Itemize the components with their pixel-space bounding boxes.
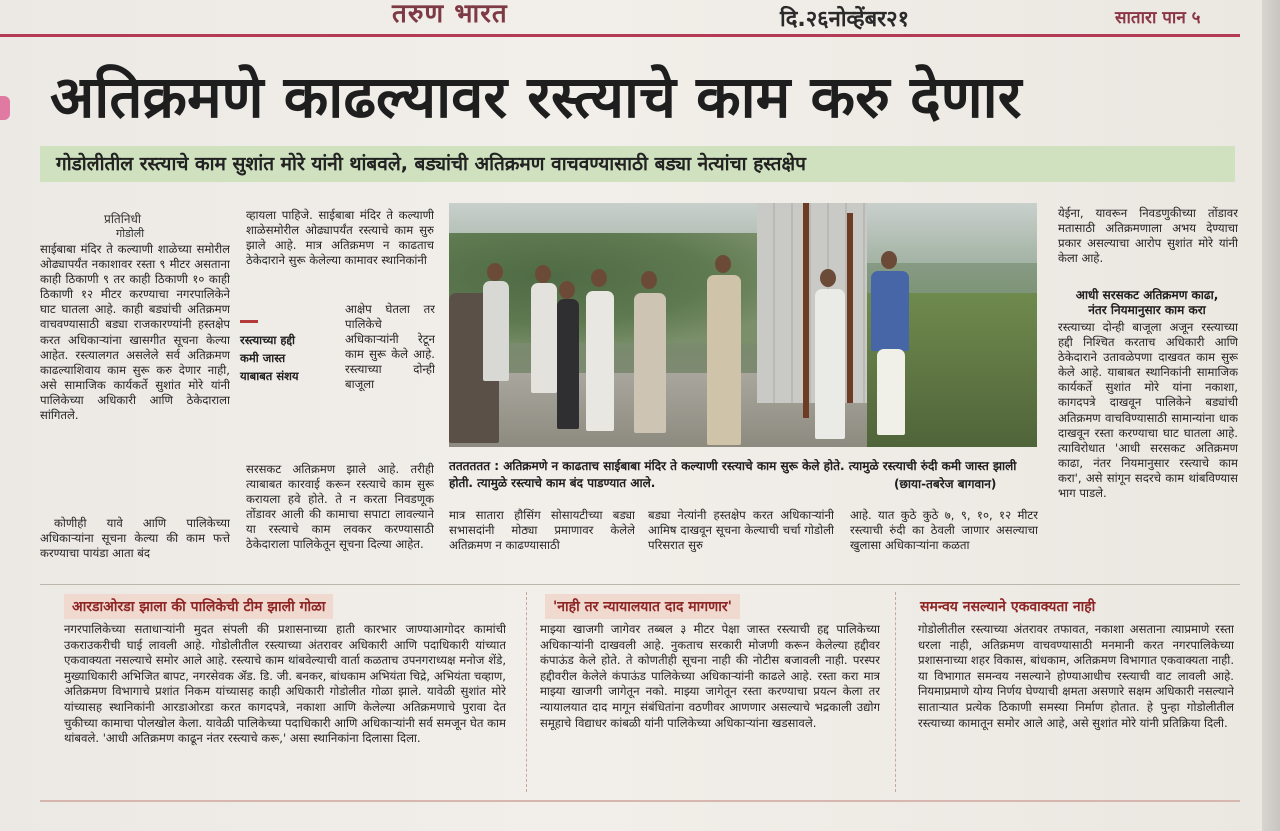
person-head [820,269,836,287]
bottom-rule [40,800,1240,802]
page-number: सातारा पान ५ [1115,8,1201,28]
byline-place: गोडोली [116,227,145,240]
person-head [535,265,551,283]
person-figure [531,283,557,393]
person-figure [586,291,614,431]
masthead [0,0,1262,38]
article-column-2-right: आक्षेप घेतला तर पालिकेचे अधिकाऱ्यांनी रेटून काम सुरू केले आहे. रस्त्याच्या दोन्ही बाजूला [345,302,435,392]
side-subheading [240,320,340,385]
article-column-3: मात्र सातारा हौसिंग सोसायटीच्या बड्या सभासदांनी मोठ्या प्रमाणावर केलेले अतिक्रमण न काढण्यासाठी [449,508,635,553]
column-divider [895,592,896,792]
byline-role: प्रतिनिधी [104,212,142,226]
person-figure [877,349,905,435]
box-text-1: नगरपालिकेच्या सताधाऱ्यांनी मुदत संपली की प्रशासनाच्या हाती कारभार जाण्याआगोदर कामांची उकराउकरीची घाई लावली आहे. गोडोलीतील रस्त्याच्या अंतरावर अधिकारी आणि पदाधिकारी यांच्यात एकवाक्यता नसल्याचे समोर आले आहे. रस्त्याचे काम थांबवेल्याची वार्ता कळताच उपनगराध्यक्ष मनोज शेंडे, मुख्याधिकारी अभिजित बापट, नगरसेवक ॲड. डि. जी. बनकर, बांधकाम अभियंता चिद्रे, अभियंता चव्हाण, अतिक्रमण विभागाचे प्रशांत निकम यांच्यासह काही अधिकारी गोडोलीत गोळा झाले. यावेळी सुशांत मोरे यांच्यासह स्थानिकांनी आरडाओरडा करत कागदपत्रे, नकाशा आणि केलेल्या अतिक्रमणाचे पुरावा देत चुकीच्या कामाचा पोलखोल केला. यावेळी पालिकेच्या पदाधिकारी आणि अधिकाऱ्यांनी सर्व समजून घेत काम थांबवले. 'आधी अतिक्रमण काढून नंतर रस्त्याचे करू,' असा स्थानिकांना दिलासा दिला. [64,622,506,746]
subheading-marker [240,320,258,323]
person-head [881,251,897,269]
article-column-right-bottom: रस्त्याच्या दोन्ही बाजूला अजून रस्त्याच्या हद्दी निश्चित करताच अधिकारी आणि ठेकेदाराने उतावळेपणा दाखवत काम सुरू केले आहे. याबाबत स्थानिकांनी सामाजिक कार्यकर्ते सुशांत मोरे यांना नकाशा, कागदपत्रे दाखवून पालिकेने बड्यांची अतिक्रमण वाचविण्यासाठी सामान्यांना धाक दाखवून रस्ता करण्याचा घाट घातला आहे. त्याविरोधात 'आधी सरसकट अतिक्रमण काढा, नंतर नियमानुसार रस्त्याचे काम करा', असे सांगून सदरचे काम थांबविण्यास भाग पाडले. [1058,320,1238,501]
right-subheading-line2: नंतर नियमानुसार काम करा [1088,303,1206,317]
page-edge-shadow [1262,0,1280,831]
person-head [591,269,607,287]
subheadline-band: गोडोलीतील रस्त्याचे काम सुशांत मोरे यांनी थांबवले, बड्यांची अतिक्रमण वाचवण्यासाठी बड्या नेत्यांचा हस्तक्षेप [40,146,1235,182]
photo-caption: तततततत : अतिक्रमणे न काढताच साईबाबा मंदिर ते कल्याणी रस्त्याचे काम सुरू केले होते. त्यामुळे रस्त्याची रुंदी कमी जास्त झाली होती. त्यामुळे रस्त्याचे काम बंद पाडण्यात आले. [449,459,1017,490]
person-figure [871,271,909,351]
article-column-1-para2: कोणीही यावे आणि पालिकेच्या अधिकाऱ्यांना सूचना केल्या की काम फत्ते करण्याचा पायंडा आता बंद [40,516,230,561]
person-figure [707,275,741,445]
person-head [641,271,657,289]
article-column-2-bottom: सरसकट अतिक्रमण झाले आहे. तरीही त्याबाबत कारवाई करून रस्त्याचे काम सुरू करायला हवे होते. ते न करता निवडणूक तोंडावर आली की कामाचा सपाटा लावल्याने या रस्त्याचे काम लवकर करण्यासाठी ठेकेदाराला पालिकेतून सूचना दिल्या आहेत. [246,462,434,552]
page-edge-marker [0,96,10,120]
column-divider [526,592,527,792]
box-title-2: 'नाही तर न्यायालयात दाद मागणार' [545,594,740,619]
paper-name: तरुण भारत [392,0,508,29]
article-column-4: बड्या नेत्यांनी हस्तक्षेप करत अधिकाऱ्यांनी आमिष दाखवून सूचना केल्याची चर्चा गोडोली परिसरात सुरु [648,508,834,553]
person-head [487,263,503,281]
news-photo [449,203,1037,447]
masthead-rule [0,34,1240,37]
issue-date: दि.२६नोव्हेंबर२१ [780,7,910,32]
box-text-3: गोडोलीतील रस्त्याच्या अंतरावर तफावत, नकाशा असताना त्याप्रमाणे रस्ता धरला नाही, अतिक्रमण वाचवण्यासाठी मनमानी करत नगरपालिकेच्या प्रशासनाच्या शहर विकास, बांधकाम, अतिक्रमण विभागात एकवाक्यता नाही. या विभागात समन्वय नसल्याने होण्याआधीच रस्त्याची वाट लावली आहे. नियमाप्रमाणे योग्य निर्णय घेण्याची क्षमता असणारे सक्षम अधिकारी नसल्याने साताऱ्यात प्रत्येक ठिकाणी समस्या निर्माण होतात. हे पुन्हा गोडोलीतील रस्त्याच्या कामातून समोर आले आहे, असे सुशांत मोरे यांनी प्रतिक्रिया दिली. [918,622,1234,730]
person-figure [557,299,579,429]
side-subheading-line1: रस्त्याच्या हद्दी [240,333,296,347]
section-divider [40,584,1240,585]
right-subheading-line1: आधी सरसकट अतिक्रमण काढा, [1075,288,1219,302]
main-headline: अतिक्रमणे काढल्यावर रस्त्याचे काम करु देणार [50,63,1022,131]
person-figure [483,281,509,381]
photo-credit: (छाया-तबरेज बागवान) [894,477,997,491]
side-subheading-line3: याबाबत संशय [240,369,299,383]
box-title-3: समन्वय नसल्याने एकवाक्यता नाही [920,599,1096,615]
person-head [559,281,575,299]
photo-pole [847,213,853,403]
person-figure [815,289,845,439]
box-title-1: आरडाओरडा झाला की पालिकेची टीम झाली गोळा [64,594,333,619]
article-column-right-top: येईना, यावरून निवडणुकीच्या तोंडावर मतासाठी अतिक्रमणाला अभय देण्याचा प्रकार असल्याचा आरोप सुशांत मोरे यांनी केला आहे. [1058,206,1238,266]
photo-pole [803,203,809,418]
person-head [715,255,731,273]
side-subheading-line2: कमी जास्त [240,351,286,365]
article-column-5: आहे. यात कुठे कुठे ७, ९, १०, १२ मीटर रस्त्याची रुंदी का ठेवली जाणार असल्याचा खुलासा अधिकाऱ्यांना कळता [850,508,1038,553]
article-column-1: साईबाबा मंदिर ते कल्याणी शाळेच्या समोरील ओढ्यापर्यंत नकाशावर रस्ता ९ मीटर असताना काही ठिकाणी ९ तर काही ठिकाणी १० काही ठिकाणी १२ मीटर करण्याचा नगरपालिकेने घाट घातला आहे. काही बड्यांची अतिक्रमण वाचवण्यासाठी बड्या राजकारण्यांनी हस्तक्षेप करत अधिकाऱ्यांना खासगीत सूचना केल्या आहेत. रस्त्यालगत असलेले सर्व अतिक्रमण काढल्याशिवाय काम सुरू करु देणार नाही, असे सामाजिक कार्यकर्ते सुशांत मोरे यांनी पालिकेच्या अधिकारी आणि ठेकेदाराला सांगितले. [40,242,230,423]
person-figure [634,293,666,433]
right-subheading [1072,288,1222,318]
box-text-2: माझ्या खाजगी जागेवर तब्बल ३ मीटर पेक्षा जास्त रस्त्याची हद्द पालिकेच्या अधिकाऱ्यांनी दाखवली आहे. नुकताच सरकारी मोजणी करून केलेल्या हद्दीवर कंपाऊंड केले होते. ते कोणतीही सूचना नाही की नोटीस बजावली नाही. परस्पर हद्दीवरील केलेले कंपाऊंड पालिकेच्या अधिकाऱ्यांनी काढले आहे. रस्ता करा मात्र माझ्या खाजगी जागेतून नको. माझ्या जागेतून रस्ता करण्याचा प्रयत्न केला तर न्यायालयात दाद मागून संबंधितांना वठणीवर आणणार असल्याचे भद्रकाली उद्योग समूहाचे विद्याधर कांबळी यांनी पालिकेच्या अधिकाऱ्यांना खडसावले. [540,622,880,730]
article-column-2-top: व्हायला पाहिजे. साईबाबा मंदिर ते कल्याणी शाळेसमोरील ओढ्यापर्यंत रस्त्याचे काम सुरु झाले आहे. मात्र अतिक्रमण न काढताच ठेकेदाराने सुरू केलेल्या कामावर स्थानिकांनी [246,208,434,268]
